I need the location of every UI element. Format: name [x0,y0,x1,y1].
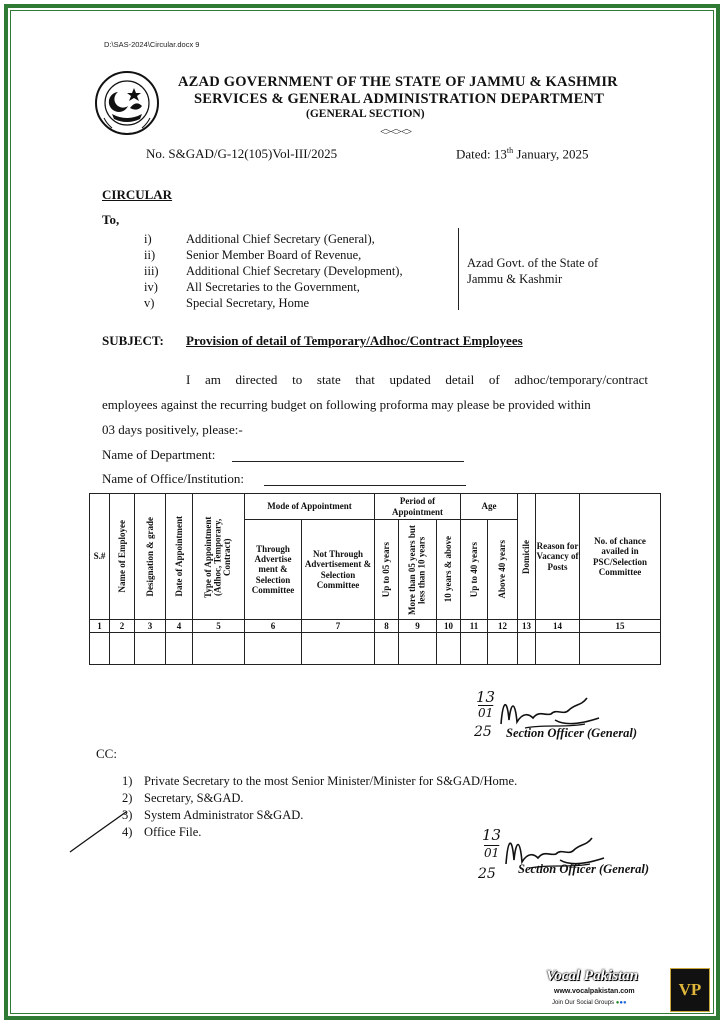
recipient-num: iii) [144,264,159,278]
watermark-brand: Vocal Pakistan [546,968,639,984]
empty-cell [193,633,245,665]
body-line-1: I am directed to state that updated detail of adhoc/temporary/contract [186,372,648,387]
department-field-line [232,461,464,462]
signature-2-date-bot: 25 [478,866,496,882]
header-ornament: <><><> [380,126,412,138]
cc-item: Private Secretary to the most Senior Minister/Minister for S&GAD/Home. [144,774,518,788]
header-type-cell [193,494,245,620]
header-type-appointment: Type of Appointment (Adhoc, Temporary, Contract) [203,515,233,598]
header-age: Age [461,494,518,520]
column-number: 12 [488,620,518,633]
column-number: 4 [166,620,193,633]
body-line-3: 03 days positively, please:- [102,422,243,437]
watermark-url: www.vocalpakistan.com [554,988,635,995]
recipient-item: All Secretaries to the Government, [186,280,360,294]
header-date-cell [166,494,193,620]
signature-2-title: Section Officer (General) [518,862,649,876]
file-path: D:\SAS-2024\Circular.docx 9 [104,40,200,49]
cc-num: 4) [122,825,133,839]
column-number: 7 [302,620,375,633]
header-name-cell [110,494,135,620]
dated-prefix: Dated: 13 [456,146,507,162]
watermark-social [552,1000,627,1006]
header-line-1: AZAD GOVERNMENT OF THE STATE OF JAMMU & KASHMIR [178,74,618,90]
signature-1-date-mid: 01 [478,706,494,720]
subject-label: SUBJECT: [102,333,164,348]
empty-cell [135,633,166,665]
column-number: 2 [110,620,135,633]
header-up-to-40: Up to 40 years [468,541,479,598]
header-up-to-05: Up to 05 years [381,541,392,598]
office-field-line [264,485,466,486]
body-line-2: employees against the recurring budget on following proforma may please be provided within [102,397,591,412]
header-above-40-cell [488,520,518,620]
recipient-num: ii) [144,248,156,262]
header-reason: Reason for Vacancy of Posts [536,494,580,620]
recipient-item: Senior Member Board of Revenue, [186,248,362,262]
header-domicile: Domicile [521,539,532,574]
empty-cell [302,633,375,665]
header-ten-above-cell [437,520,461,620]
column-number: 10 [437,620,461,633]
header-through: Through Advertise ment & Selection Committee [245,520,302,620]
recipient-num: v) [144,296,155,310]
cc-num: 1) [122,774,133,788]
empty-cell [518,633,536,665]
reference-number: No. S&GAD/G-12(105)Vol-III/2025 [146,146,338,161]
subject-text: Provision of detail of Temporary/Adhoc/Contract Employees [186,333,523,348]
column-number: 15 [580,620,661,633]
empty-cell [375,633,399,665]
signature-1-date-bot: 25 [474,724,492,740]
recipient-item: Special Secretary, Home [186,296,310,310]
recipient-num: iv) [144,280,158,294]
department-field-label: Name of Department: [102,447,216,462]
dated [456,146,588,162]
recipient-item: Additional Chief Secretary (General), [186,232,375,246]
empty-cell [90,633,110,665]
cc-num: 3) [122,808,133,822]
recipients-group-line-2: Jammu & Kashmir [467,272,563,286]
column-number: 6 [245,620,302,633]
header-not-through: Not Through Advertisement & Selection Committee [302,520,375,620]
watermark-badge: VP [670,968,710,1012]
header-more-than-05-cell [399,520,437,620]
empty-cell [536,633,580,665]
column-number: 5 [193,620,245,633]
column-number: 1 [90,620,110,633]
column-number: 13 [518,620,536,633]
proforma-table [89,493,661,665]
to-label: To, [102,212,120,227]
header-name: Name of Employee [116,520,127,593]
signature-1-date-top: 13 [476,688,496,706]
header-above-40: Above 40 years [497,540,508,599]
column-number: 11 [461,620,488,633]
facebook-icon: ● [619,1000,623,1006]
header-chances: No. of chance availed in PSC/Selection Committee [580,494,661,620]
header-designation-cell [135,494,166,620]
cc-item: Secretary, S&GAD. [144,791,244,805]
empty-cell [399,633,437,665]
whatsapp-icon: ● [614,1000,620,1006]
header-up-to-05-cell [375,520,399,620]
column-number: 8 [375,620,399,633]
office-field-label: Name of Office/Institution: [102,471,245,486]
cc-label: CC: [96,746,117,761]
watermark-social-text: Join Our Social Groups [552,1000,615,1006]
header-more-than-05: More than 05 years but less than 10 years [407,524,427,615]
empty-cell [461,633,488,665]
recipients-group-line-1: Azad Govt. of the State of [467,256,599,270]
empty-cell [166,633,193,665]
pen-tick-mark-icon [68,806,128,854]
cc-item: System Administrator S&GAD. [144,808,304,822]
header-domicile-cell [518,494,536,620]
header-designation: Designation & grade [144,516,155,597]
watermark [546,968,712,1014]
dated-suffix: January, 2025 [513,146,589,162]
table-row [90,633,661,665]
empty-cell [437,633,461,665]
signature-1-title: Section Officer (General) [506,726,637,740]
cc-item: Office File. [144,825,202,839]
column-number: 3 [135,620,166,633]
circular-label: CIRCULAR [102,187,173,202]
empty-cell [488,633,518,665]
header-line-3: (GENERAL SECTION) [306,108,425,120]
dated-sup: th [506,146,514,155]
header-mode: Mode of Appointment [245,494,375,520]
column-number: 9 [399,620,437,633]
cc-num: 2) [122,791,133,805]
header-date-appointment: Date of Appointment [173,516,184,597]
recipients-divider [458,228,459,310]
header-line-2: SERVICES & GENERAL ADMINISTRATION DEPARTMENT [194,91,605,107]
empty-cell [580,633,661,665]
header-ten-above: 10 years & above [443,536,454,603]
telegram-icon: ● [622,1000,627,1006]
header-sno: S.# [90,494,110,620]
column-number: 14 [536,620,580,633]
signature-2-date-top: 13 [482,826,502,844]
empty-cell [245,633,302,665]
empty-cell [110,633,135,665]
government-seal-icon [94,70,160,136]
recipient-num: i) [144,232,152,246]
recipient-item: Additional Chief Secretary (Development), [186,264,403,278]
header-period: Period of Appointment [375,494,461,520]
signature-2-date-mid: 01 [484,846,500,860]
header-up-to-40-cell [461,520,488,620]
